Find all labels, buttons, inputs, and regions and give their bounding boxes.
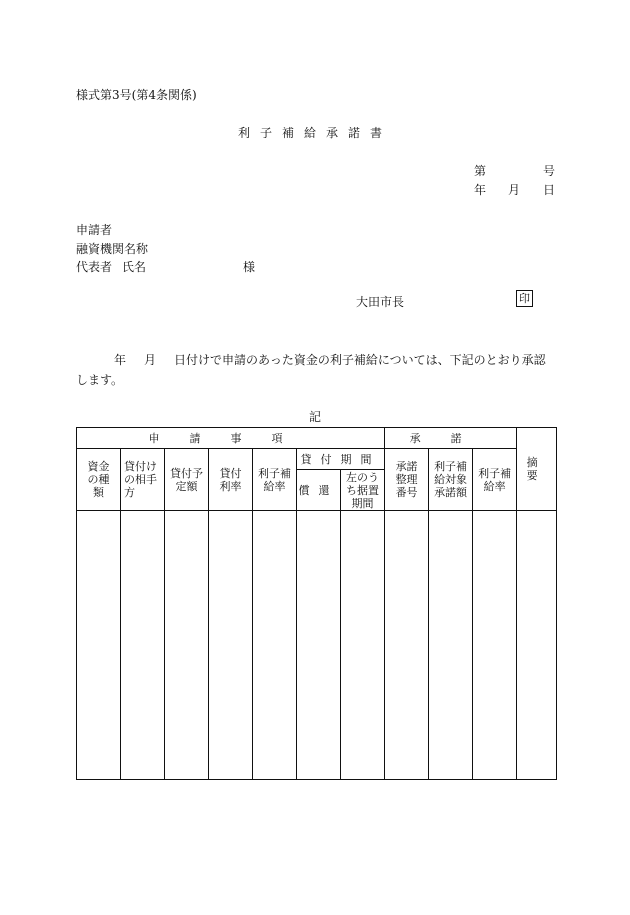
- group-application-header: 申請事項: [77, 428, 385, 449]
- cell-loan-rate[interactable]: [209, 511, 253, 780]
- cell-loan-amount[interactable]: [165, 511, 209, 780]
- col-approval-number: 承諾整理番号: [385, 449, 429, 511]
- cell-borrower[interactable]: [121, 511, 165, 780]
- col-borrower: 貸付けの相手方: [121, 449, 165, 511]
- body-text: 日付けで申請のあった資金の利子補給については、下記のとおり承認します。: [76, 353, 546, 387]
- col-loan-rate: 貸付利率: [209, 449, 253, 511]
- cell-repayment[interactable]: [297, 511, 341, 780]
- loan-period-header: 貸付期間: [297, 449, 385, 470]
- cell-fund-type[interactable]: [77, 511, 121, 780]
- name-label: 氏名: [122, 260, 147, 274]
- body-month: 月: [144, 353, 157, 367]
- date-day: 日: [543, 183, 556, 197]
- number-prefix: 第: [474, 164, 487, 178]
- number-suffix: 号: [543, 164, 556, 178]
- institution-label: 融資機関名称: [76, 242, 149, 256]
- col-subsidy-rate: 利子補給率: [253, 449, 297, 511]
- ki-heading: 記: [308, 410, 321, 424]
- issuer-name: 大田市長: [356, 295, 405, 309]
- seal-mark: 印: [516, 290, 533, 307]
- document-title: 利子補給承諾書: [237, 126, 392, 140]
- date-month: 月: [508, 183, 521, 197]
- applicant-label: 申請者: [76, 223, 113, 237]
- cell-approval-number[interactable]: [385, 511, 429, 780]
- cell-approved-rate[interactable]: [473, 511, 517, 780]
- col-approved-rate: 利子補給率: [473, 449, 517, 511]
- col-fund-type: 資金の種類: [77, 449, 121, 511]
- representative-label: 代表者: [76, 260, 113, 274]
- form-number: 様式第3号(第4条関係): [76, 88, 197, 102]
- col-deferment: 左のうち据置期間: [341, 470, 385, 511]
- cell-subsidy-rate[interactable]: [253, 511, 297, 780]
- approval-table: [76, 427, 557, 780]
- col-repayment: 償還: [297, 470, 341, 511]
- honorific: 様: [243, 260, 256, 274]
- col-loan-amount: 貸付予定額: [165, 449, 209, 511]
- group-approval-header: 承諾: [385, 428, 517, 449]
- cell-deferment[interactable]: [341, 511, 385, 780]
- body-year: 年: [114, 353, 127, 367]
- cell-approved-amount[interactable]: [429, 511, 473, 780]
- date-year: 年: [474, 183, 487, 197]
- summary-header: 摘要: [517, 428, 557, 511]
- cell-summary[interactable]: [517, 511, 557, 780]
- col-approved-amount: 利子補給対象承諾額: [429, 449, 473, 511]
- body-paragraph: [76, 350, 556, 390]
